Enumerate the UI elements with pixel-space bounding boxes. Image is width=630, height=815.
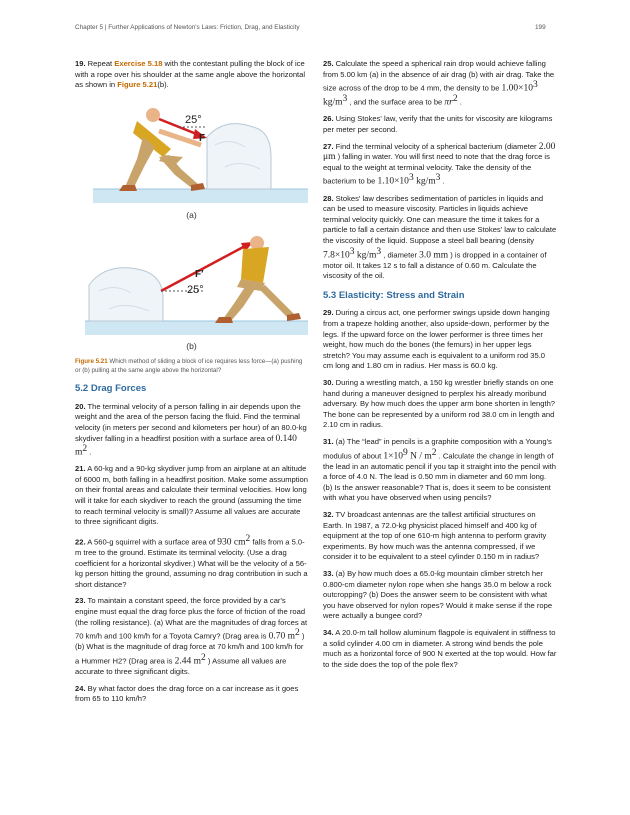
section-heading-elasticity: 5.3 Elasticity: Stress and Strain — [323, 289, 465, 301]
exercise-32: 32. TV broadcast antennas are the tallest artificial structures on Earth. In 1987, a 72.0-kg physicist placed himself and 400 kg of equipment at the top of one 610-m high antenna to perform gravity experiments. By how much was the antenna compressed, if we consider it to be equivalent to a steel cylinder 0.150 m in radius? — [323, 510, 547, 562]
left-column — [75, 59, 308, 711]
subfigure-label-b: (b) — [186, 340, 197, 351]
exercise-23: 23. To maintain a constant speed, the force provided by a car's engine must equal the drag force plus the force of friction of the road (the rolling resistance). (a) What are the magnitudes of drag forces at 70 km/h and 100 km/h for a Toyota Camry? (Drag area is 0.70 $m^2$ ) (b) What is the magnitude of drag force at 70 km/h and 100 km/h for a Hummer H2? (Drag area is 2.44 $m^2$ ) Assume all values are accurate to three significant digits. — [75, 596, 308, 676]
force-label-a: F — [199, 132, 206, 144]
exercise-31: 31. (a) The “lead” in pencils is a graphite composition with a Young's modulus of about $1\times 10^9$ N / $m^2$ . Calculate the change in length of the lead in an automatic pencil if you tap it straight into the pencil with a force of 4.0 N. The lead is 0.50 mm in diameter and 60 mm long. (b) Is the answer reasonable? That is, does it seem to be consistent with what you have observed when using pencils? — [323, 436, 557, 503]
right-column — [323, 59, 557, 676]
exercise-33: 33. (a) By how much does a 65.0-kg mountain climber stretch her 0.800-cm diameter nylon rope when she hangs 35.0 m below a rock outcropping? (b) Does the answer seem to be consistent with what you have observed for nylon ropes? Would it make sense if the rope were actually a bungee cord? — [323, 569, 553, 621]
exercise-24: 24. By what factor does the drag force on a car increase as it goes from 65 to 110 km/h? — [75, 683, 299, 704]
exercise-link[interactable]: Exercise 5.18 — [114, 59, 163, 68]
exercise-30: 30. During a wrestling match, a 150 kg wrestler briefly stands on one hand during a maneuver designed to perplex his already moribund adversary. By how much does the upper arm bone shorten in length? The bone can be represented by a uniform rod 38.0 cm in length and 2.10 cm in radius. — [323, 377, 556, 430]
subfigure-label-a: (a) — [186, 210, 197, 221]
angle-label-b: 25° — [187, 283, 204, 296]
figure-5-21 — [75, 97, 308, 351]
exercise-21: 21. A 60-kg and a 90-kg skydiver jump from an airplane at an altitude of 6000 m, both falling in a headfirst position. Make some assumption on their frontal areas and calculate their terminal velocities. How long will it take for each skydiver to reach the ground (assuming the time to reach terminal velocity is small)? Assume all values are accurate to three significant digits. — [75, 464, 309, 527]
exercise-27: 27. Find the terminal velocity of a spherical bacterium (diameter 2.00 μm ) falling in water. You will first need to note that the drag force is equal to the weight at terminal velocity. Take the density of the bacterium to be $1.10\times 10^3$ $kg/m^3$ . — [323, 141, 556, 187]
figure-illustration-b — [75, 225, 308, 337]
exercise-28: 28. Stokes' law describes sedimentation of particles in liquids and can be used to measure viscosity. Particles in liquids achieve terminal velocity quickly. One can measure the time it takes for a particle to fall a certain distance and then use Stokes' law to calculate the viscosity of the liquid. Suppose a steel ball bearing (density $7.8\times 10^3$ $kg/m^3$ , diameter 3.0 mm ) is dropped in a container of motor oil. It takes 12 s to fall a distance of 0.60 m. Calculate the viscosity of the oil. — [323, 193, 557, 281]
exercise-25: 25. Calculate the speed a spherical rain drop would achieve falling from 5.00 km (a) in the absence of air drag (b) with air drag. Take the size across of the drop to be 4 mm, the density to be $1.00\times 10^3$ $kg/m^3$ , and the surface area to be $\pi r^2$ . — [323, 59, 555, 108]
exercise-22: 22. A 560-g squirrel with a surface area of 930 $cm^2$ falls from a 5.0-m tree to the ground. Estimate its terminal velocity. (Use a drag coefficient for a horizontal skydiver.) What will be the velocity of a 56-kg person hitting the ground, assuming no drag contribution in such a short distance? — [75, 533, 308, 589]
figure-link[interactable]: Figure 5.21 — [117, 80, 158, 90]
exercise-29: 29. During a circus act, one performer swings upside down hanging from a trapeze holding another, also upside-down, performer by the legs. If the upward force on the lower performer is three times her weight, how much do the bones (the femurs) in her upper legs stretch? You may assume each is equivalent to a uniform rod 35.0 cm long and 1.80 cm in radius. Her mass is 60.0 kg. — [323, 308, 550, 371]
exercise-34: 34. A 20.0-m tall hollow aluminum flagpole is equivalent in stiffness to a solid cylinder 4.00 cm in diameter. A strong wind bends the pole much as a horizontal force of 900 N exerted at the top would. How far to the side does the top of the pole flex? — [323, 627, 557, 669]
exercise-20: 20. The terminal velocity of a person falling in air depends upon the weight and the area of the person facing the fluid. Find the terminal velocity (in meters per second and kilometers per hour) of an 80.0-kg skydiver falling in a headfirst position with a surface area of 0.140 $m^2$ . — [75, 401, 307, 458]
exercise-26: 26. Using Stokes' law, verify that the units for viscosity are kilograms per meter per second. — [323, 114, 553, 135]
running-header: Chapter 5 | Further Applications of Newton's Laws: Friction, Drag, and Elasticity — [75, 24, 300, 31]
angle-label-a: 25° — [185, 113, 202, 126]
page-number: 199 — [535, 24, 546, 31]
section-heading-drag-forces: 5.2 Drag Forces — [75, 383, 147, 395]
figure-caption: Figure 5.21 Which method of sliding a block of ice requires less force—(a) pushing or (b) pulling at the same angle above the horizontal? — [75, 358, 303, 375]
figure-illustration-a — [75, 97, 308, 207]
force-label-b: F′ — [195, 268, 204, 280]
exercise-19: 19. Repeat Exercise 5.18 with the contestant pulling the block of ice with a rope over his shoulder at the same angle above the horizontal as shown in Figure 5.21(b). — [75, 59, 306, 90]
